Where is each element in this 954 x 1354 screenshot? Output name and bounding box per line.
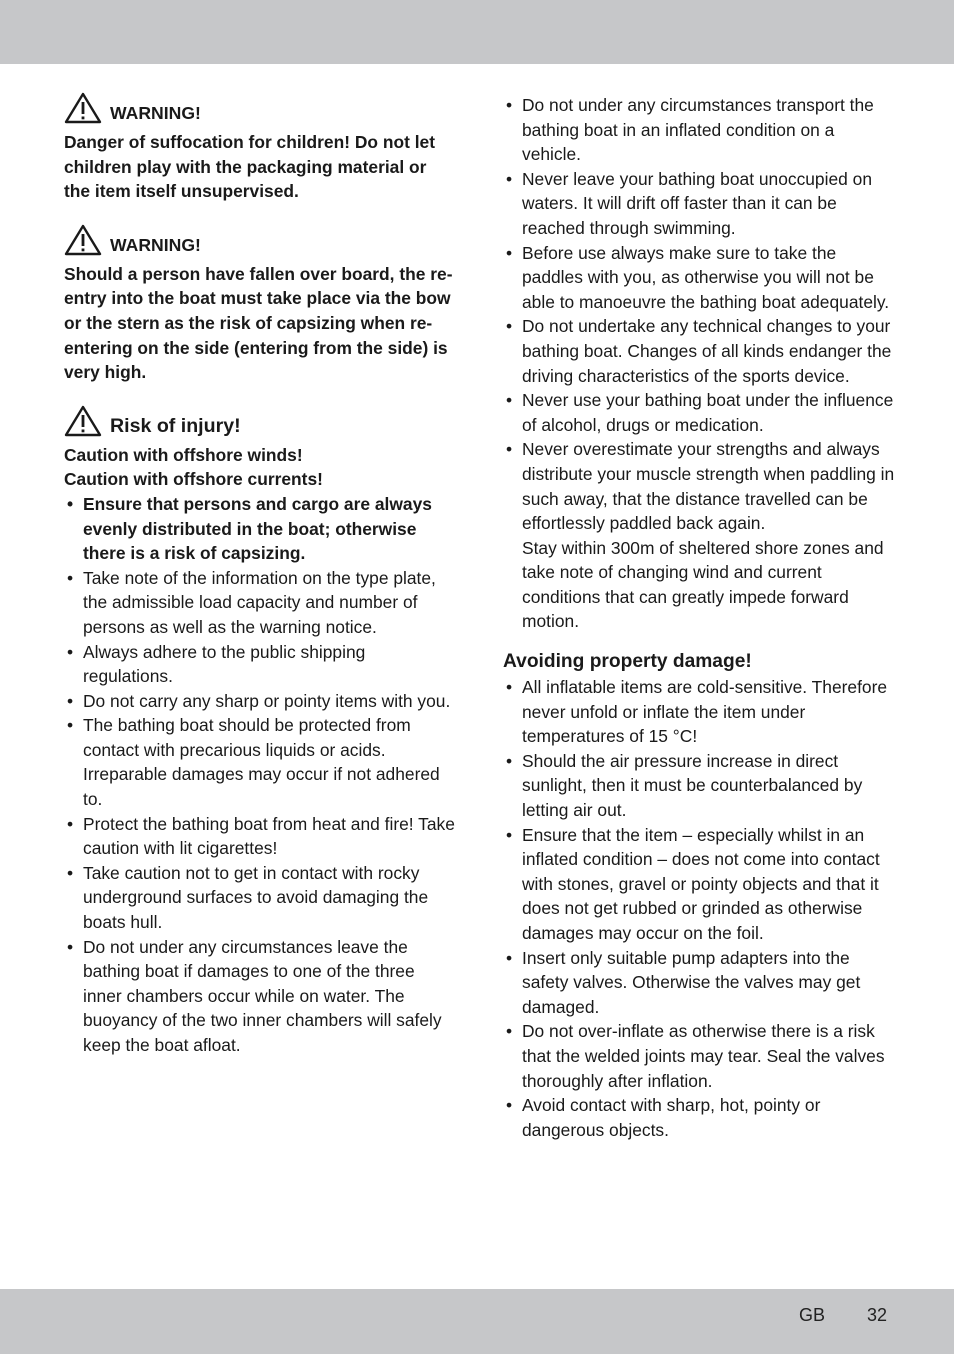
list-item: • The bathing boat should be protected from contact with precarious liquids or acids. Irreparable damages may occur if not adhered to. <box>64 713 456 811</box>
list-item: • Before use always make sure to take the paddles with you, as otherwise you will not be able to manoeuvre the bathing boat adequately. <box>503 241 898 315</box>
caution-currents: Caution with offshore currents! <box>64 469 323 490</box>
list-item-text: Never overestimate your strengths and always distribute your muscle strength when paddling in such away, that the distance travelled can be effortlessly paddled back again. <box>522 439 895 534</box>
list-item: • All inflatable items are cold-sensitive. Therefore never unfold or inflate the item under temperatures of 15 °C! <box>503 675 898 749</box>
warning-text: Should a person have fallen over board, the re-entry into the boat must take place via the bow or the stern as the risk of capsizing when re-entering on the side (entering from the side) is very high. <box>64 263 453 383</box>
warning-reentry <box>64 224 456 385</box>
warning-text: Danger of suffocation for children! Do not let children play with the packaging material or the item itself unsupervised. <box>64 132 435 202</box>
list-item: • Take note of the information on the type plate, the admissible load capacity and number of persons as well as the warning notice. <box>64 566 456 640</box>
warning-heading <box>64 405 456 437</box>
section-title: Risk of injury! <box>110 414 241 437</box>
list-item: • Protect the bathing boat from heat and fire! Take caution with lit cigarettes! <box>64 812 456 861</box>
warning-title: WARNING! <box>110 234 201 255</box>
list-item: • Always adhere to the public shipping regulations. <box>64 640 456 689</box>
header-bar <box>0 0 954 64</box>
left-column <box>64 92 456 1058</box>
footer-language: GB <box>799 1305 826 1325</box>
list-item: • Never leave your bathing boat unoccupied on waters. It will drift off faster than it can be reached through swimming. <box>503 167 898 241</box>
list-item: • Do not under any circumstances leave the bathing boat if damages to one of the three inner chambers occur while on water. The buoyancy of the two inner chambers will safely keep the boat afloat. <box>64 935 456 1058</box>
property-damage-section <box>503 649 898 1142</box>
injury-list <box>64 492 456 1058</box>
warning-heading <box>64 92 456 124</box>
list-item: • Avoid contact with sharp, hot, pointy or dangerous objects. <box>503 1093 898 1142</box>
warning-triangle-icon <box>64 224 102 256</box>
property-list <box>503 675 898 1142</box>
section-title: Avoiding property damage! <box>503 651 752 673</box>
usage-list <box>503 93 898 634</box>
list-item-text: Stay within 300m of sheltered shore zones and take note of changing wind and current conditions that can greatly impede forward motion. <box>522 537 884 632</box>
risk-of-injury-section <box>64 405 456 1058</box>
warning-triangle-icon <box>64 92 102 124</box>
page-number: 32 <box>867 1305 888 1325</box>
caution-winds: Caution with offshore winds! <box>64 444 303 465</box>
list-item: • Do not under any circumstances transport the bathing boat in an inflated condition on a vehicle. <box>503 93 898 167</box>
warning-title: WARNING! <box>110 103 201 123</box>
list-item: • Ensure that the item – especially whilst in an inflated condition – does not come into contact with stones, gravel or pointy objects and that it does not get rubbed or grinded as otherwise damages may occur on the foil. <box>503 823 898 946</box>
list-item: • Insert only suitable pump adapters into the safety valves. Otherwise the valves may get damaged. <box>503 946 898 1020</box>
warning-heading <box>64 224 456 256</box>
list-item: • Do not undertake any technical changes to your bathing boat. Changes of all kinds endanger the driving characteristics of the sports device. <box>503 314 898 388</box>
list-item: • Ensure that persons and cargo are always evenly distributed in the boat; otherwise there is a risk of capsizing. <box>64 492 456 566</box>
right-column <box>503 93 898 1142</box>
list-item: • Never use your bathing boat under the influence of alcohol, drugs or medication. <box>503 388 898 437</box>
list-item: • Do not over-inflate as otherwise there is a risk that the welded joints may tear. Seal the valves thoroughly after inflation. <box>503 1019 898 1093</box>
list-item: • Do not carry any sharp or pointy items with you. <box>64 689 456 714</box>
warning-triangle-icon <box>64 405 102 437</box>
warning-suffocation <box>64 92 456 204</box>
list-item: • Should the air pressure increase in direct sunlight, then it must be counterbalanced by letting air out. <box>503 749 898 823</box>
list-item <box>503 437 898 634</box>
list-item: • Take caution not to get in contact with rocky underground surfaces to avoid damaging the boats hull. <box>64 861 456 935</box>
